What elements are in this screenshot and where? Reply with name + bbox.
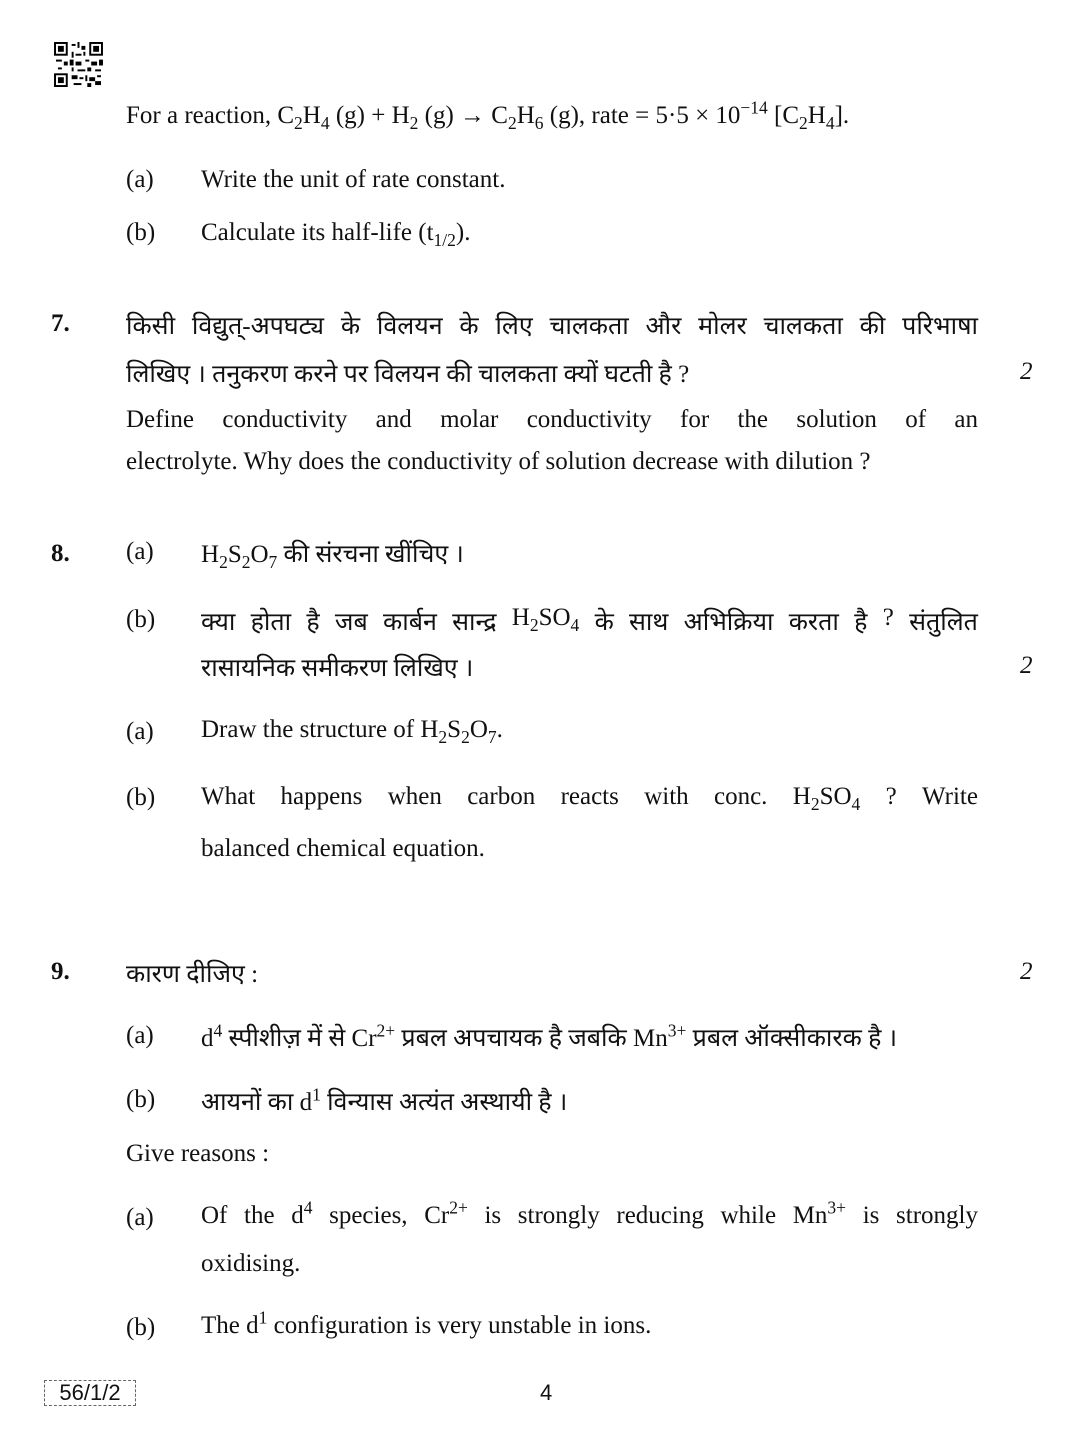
q7-marks: 2 [1020,358,1033,385]
q6-stem: For a reaction, $C_2H_4$ $(g) + H_2$ $(g) \to C_2H_6$ (g), rate = $5\cdot 5 \times 10^{-14}$ $[C_2H_4]$. [126,97,850,133]
q6-b-label: (b) [126,219,156,246]
q9-hindi-stem: कारण दीजिए : [126,961,259,988]
q8-english-a-label: (a) [126,718,154,745]
q8-marks: 2 [1020,652,1033,679]
q8-hindi-b-label: (b) [126,606,156,633]
q9-english-b-text: The $d^1$ configuration is very unstable in ions. [201,1307,652,1339]
q9-marks: 2 [1020,958,1033,985]
q7-hindi-line-1: किसी विद्युत्-अपघट्य के विलयन के लिए चालकता और मोलर चालकता की परिभाषा [126,313,978,340]
q7-hindi-line-2: लिखिए । तनुकरण करने पर विलयन की चालकता क्यों घटती है ? [126,361,690,388]
q8-number: 8. [51,540,70,567]
q9-english-stem: Give reasons : [126,1140,270,1167]
q9-english-b-label: (b) [126,1314,156,1341]
page-number: 4 [540,1380,553,1405]
q8-english-b-line-1: What happens when carbon reacts with conc. $H_2SO_4$ ? Write [201,783,978,814]
q9-number: 9. [51,958,70,985]
q8-hindi-b-line-1: क्या होता है जब कार्बन सान्द्र $H_2SO_4$ के साथ अभिक्रिया करता है ? संतुलित [201,604,978,636]
q6-b-text: Calculate its half-life $(t_{1/2})$. [201,219,471,250]
q9-hindi-a-label: (a) [126,1022,154,1049]
q7-number: 7. [51,310,70,337]
paper-code-box: 56/1/2 [44,1380,136,1406]
q9-hindi-b-text: आयनों का $d^1$ विन्यास अत्यंत अस्थायी है । [201,1084,568,1116]
q9-english-a-line-2: oxidising. [201,1250,301,1277]
q7-english-line-2: electrolyte. Why does the conductivity of solution decrease with dilution ? [126,448,871,475]
q8-english-a-text: Draw the structure of $H_2S_2O_7$. [201,716,503,747]
q9-english-a-label: (a) [126,1204,154,1231]
q6-a-text: Write the unit of rate constant. [201,166,506,193]
q9-hindi-a-text: $d^4$ स्पीशीज़ में से $Cr^{2+}$ प्रबल अपचायक है जबकि $Mn^{3+}$ प्रबल ऑक्सीकारक है । [201,1020,898,1052]
q8-hindi-b-line-2: रासायनिक समीकरण लिखिए । [201,655,474,682]
q8-hindi-a-label: (a) [126,538,154,565]
q7-english-line-1: Define conductivity and molar conductivity for the solution of an [126,406,978,433]
q9-hindi-b-label: (b) [126,1086,156,1113]
q9-english-a-line-1: Of the $d^4$ species, $Cr^{2+}$ is strongly reducing while $Mn^{3+}$ is strongly [201,1197,978,1229]
q8-hindi-a-text: $H_2S_2O_7$ की संरचना खींचिए । [201,541,464,572]
q6-a-label: (a) [126,166,154,193]
q8-english-b-line-2: balanced chemical equation. [201,835,485,862]
q8-english-b-label: (b) [126,784,156,811]
qr-code-icon [54,42,103,87]
